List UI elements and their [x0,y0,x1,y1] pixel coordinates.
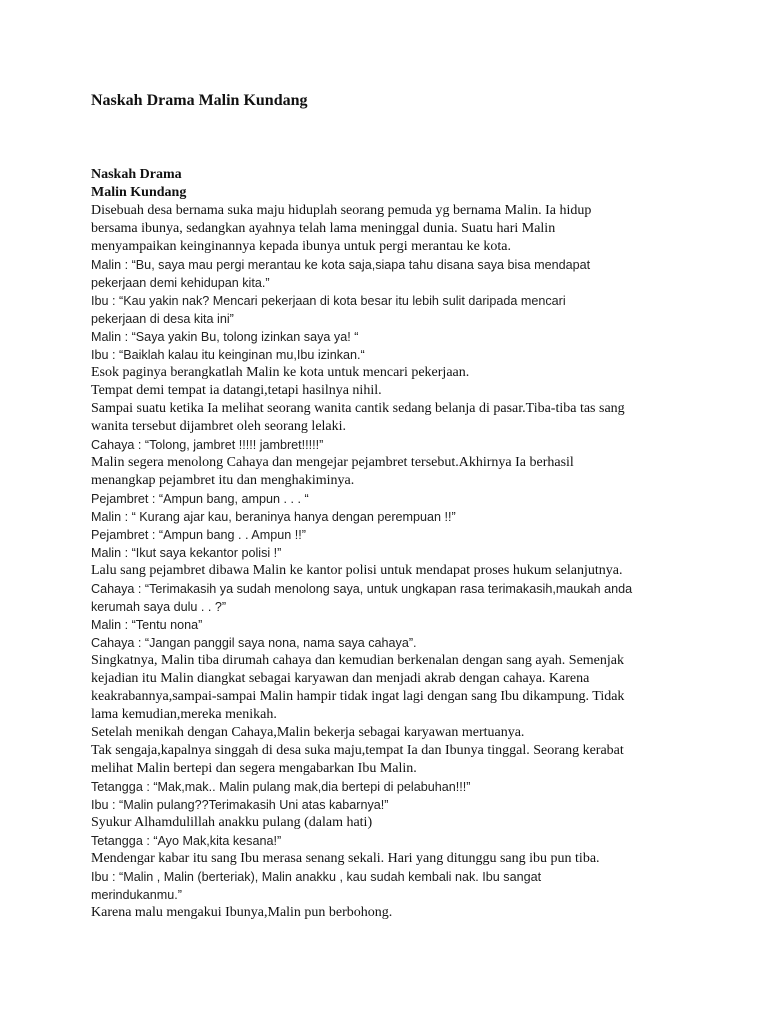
dialog-line: Malin : “Saya yakin Bu, tolong izinkan saya ya! “ [91,330,359,344]
narration-line: Malin segera menolong Cahaya dan mengejar pejambret tersebut.Akhirnya Ia berhasil [91,455,574,470]
section-heading-line: Malin Kundang [91,185,187,200]
narration-line: Syukur Alhamdulillah anakku pulang (dalam hati) [91,815,373,830]
narration-line: Tak sengaja,kapalnya singgah di desa suka maju,tempat Ia dan Ibunya tinggal. Seorang kerabat [91,743,624,758]
dialog-line: Malin : “Bu, saya mau pergi merantau ke kota saja,siapa tahu disana saya bisa mendapat [91,258,591,272]
dialog-line: Ibu : “Baiklah kalau itu keinginan mu,Ibu izinkan.“ [91,348,365,362]
narration-line: Disebuah desa bernama suka maju hiduplah seorang pemuda yg bernama Malin. Ia hidup [91,203,592,218]
dialog-line: Malin : “Tentu nona” [91,618,203,632]
narration-line: wanita tersebut dijambret oleh seorang lelaki. [91,419,347,434]
narration-line: Karena malu mengakui Ibunya,Malin pun berbohong. [91,905,393,920]
narration-line: menangkap pejambret itu dan menghakiminya. [91,473,355,488]
dialog-line: Cahaya : “Tolong, jambret !!!!! jambret!!!!!” [91,438,324,452]
narration-line: Setelah menikah dengan Cahaya,Malin bekerja sebagai karyawan mertuanya. [91,725,525,740]
dialog-line: Pejambret : “Ampun bang . . Ampun !!” [91,528,306,542]
dialog-line: pekerjaan demi kehidupan kita.” [91,276,270,290]
narration-line: menyampaikan keinginannya kepada ibunya untuk pergi merantau ke kota. [91,239,511,254]
narration-line: keakrabannya,sampai-sampai Malin hampir tidak ingat lagi dengan sang Ibu dikampung. Tidak [91,689,625,704]
document-body [91,166,711,922]
narration-line: lama kemudian,mereka menikah. [91,707,277,722]
section-heading-line: Naskah Drama [91,167,182,182]
dialog-line: Ibu : “Kau yakin nak? Mencari pekerjaan di kota besar itu lebih sulit daripada mencari [91,294,566,308]
dialog-line: Tetangga : “Mak,mak.. Malin pulang mak,dia bertepi di pelabuhan!!!” [91,780,471,794]
narration-line: bersama ibunya, sedangkan ayahnya telah lama meninggal dunia. Suatu hari Malin [91,221,556,236]
dialog-line: Tetangga : “Ayo Mak,kita kesana!” [91,834,282,848]
narration-line: Singkatnya, Malin tiba dirumah cahaya dan kemudian berkenalan dengan sang ayah. Semenjak [91,653,624,668]
narration-line: Sampai suatu ketika Ia melihat seorang wanita cantik sedang belanja di pasar.Tiba-tiba tas sang [91,401,625,416]
dialog-line: Cahaya : “Terimakasih ya sudah menolong saya, untuk ungkapan rasa terimakasih,maukah anda [91,582,633,596]
narration-line: Tempat demi tempat ia datangi,tetapi hasilnya nihil. [91,383,382,398]
dialog-line: kerumah saya dulu . . ?” [91,600,227,614]
narration-line: Lalu sang pejambret dibawa Malin ke kantor polisi untuk mendapat proses hukum selanjutnya. [91,563,623,578]
dialog-line: Malin : “ Kurang ajar kau, beraninya hanya dengan perempuan !!” [91,510,456,524]
dialog-line: Ibu : “Malin pulang??Terimakasih Uni atas kabarnya!” [91,798,389,812]
narration-line: Mendengar kabar itu sang Ibu merasa senang sekali. Hari yang ditunggu sang ibu pun tiba. [91,851,600,866]
narration-line: melihat Malin bertepi dan segera mengabarkan Ibu Malin. [91,761,417,776]
dialog-line: pekerjaan di desa kita ini” [91,312,234,326]
dialog-line: merindukanmu.” [91,888,182,902]
dialog-line: Ibu : “Malin , Malin (berteriak), Malin anakku , kau sudah kembali nak. Ibu sangat [91,870,542,884]
narration-line: Esok paginya berangkatlah Malin ke kota untuk mencari pekerjaan. [91,365,470,380]
dialog-line: Pejambret : “Ampun bang, ampun . . . “ [91,492,309,506]
dialog-line: Malin : “Ikut saya kekantor polisi !” [91,546,282,560]
document-title: Naskah Drama Malin Kundang [91,92,308,109]
dialog-line: Cahaya : “Jangan panggil saya nona, nama saya cahaya”. [91,636,417,650]
narration-line: kejadian itu Malin diangkat sebagai karyawan dan menjadi akrab dengan cahaya. Karena [91,671,590,686]
